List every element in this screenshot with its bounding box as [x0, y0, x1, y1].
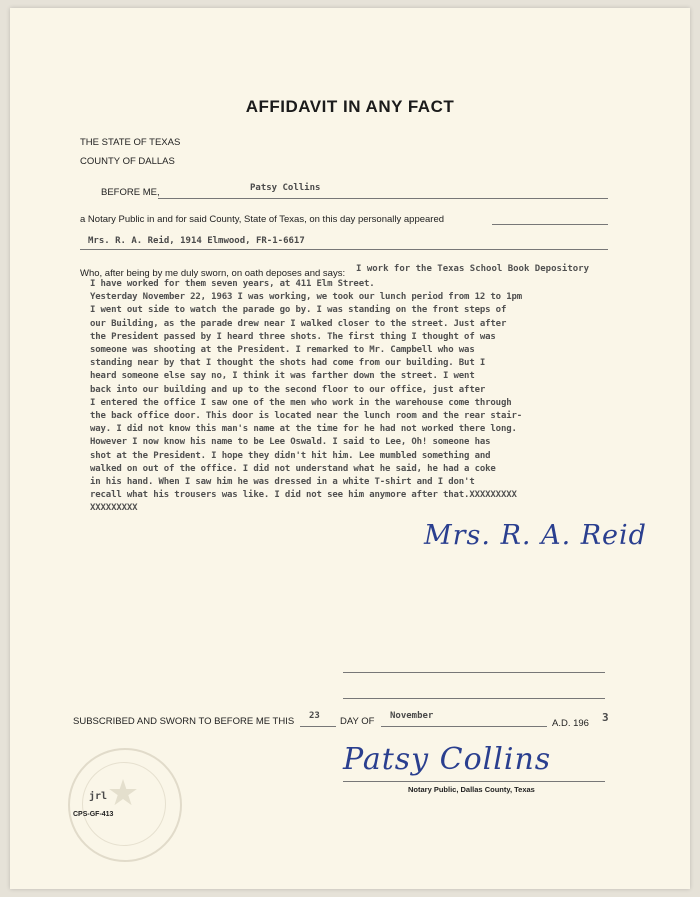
statement-line: standing near by that I thought the shots had come from our building. But I: [90, 358, 486, 369]
statement-line: Yesterday November 22, 1963 I was working, we took our lunch period from 12 to 1pm: [90, 292, 523, 303]
notary-seal: [68, 748, 182, 862]
affiant-typed: Mrs. R. A. Reid, 1914 Elmwood, FR-1-6617: [88, 236, 305, 246]
blank-line-1: [343, 672, 605, 673]
form-code: CPS-GF-413: [73, 811, 114, 818]
oath-clause: Who, after being by me duly sworn, on oath deposes and says:: [80, 268, 346, 279]
blank-line-2: [343, 698, 605, 699]
statement-line: I have worked for them seven years, at 411 Elm Street.: [90, 279, 375, 289]
notary-clause-line: [492, 224, 608, 225]
statement-line: back into our building and up to the second floor to our office, just after: [90, 384, 486, 395]
day-line: [300, 726, 336, 727]
statement-line: our Building, as the parade drew near I walked closer to the street. Just after: [90, 318, 507, 329]
day-of-label: DAY OF: [340, 716, 375, 727]
statement-line: shot at the President. I hope they didn't hit him. Lee mumbled something and: [90, 450, 491, 461]
statement-line: XXXXXXXXX: [90, 503, 138, 514]
before-me-label: BEFORE ME,: [101, 187, 160, 198]
statement-line: the back office door. This door is located near the lunch room and the rear stair-: [90, 411, 523, 421]
affiant-signature: Mrs. R. A. Reid: [424, 520, 647, 551]
notary-signature-line: [343, 781, 605, 782]
statement-line: recall what his trousers was like. I did not see him anymore after that.XXXXXXXXX: [90, 490, 517, 501]
statement-line: I entered the office I saw one of the men who work in the warehouse come through: [90, 397, 512, 408]
initials: jrl: [89, 791, 108, 802]
document-title: AFFIDAVIT IN ANY FACT: [245, 97, 455, 116]
month-line: [381, 726, 547, 727]
statement-line: the President passed by I heard three shots. The first thing I thought of was: [90, 331, 496, 342]
statement-line: heard someone else say no, I think it was farther down the street. I went: [90, 371, 475, 382]
state-label: THE STATE OF TEXAS: [80, 137, 181, 148]
day-value: 23: [309, 711, 320, 721]
notary-signature: Patsy Collins: [343, 742, 552, 777]
statement-line: walked on out of the office. I did not understand what he said, he had a coke: [90, 463, 496, 474]
statement-line: However I now know his name to be Lee Oswald. I said to Lee, Oh! someone has: [90, 437, 491, 448]
affiant-line: [80, 249, 608, 250]
county-label: COUNTY OF DALLAS: [80, 156, 175, 167]
month-value: November: [390, 711, 434, 721]
notary-title: Notary Public, Dallas County, Texas: [408, 785, 535, 794]
year-digit: 3: [602, 711, 609, 724]
statement-line: someone was shooting at the President. I remarked to Mr. Campbell who was: [90, 345, 475, 355]
notary-name-typed: Patsy Collins: [250, 183, 321, 193]
subscribed-label: SUBSCRIBED AND SWORN TO BEFORE ME THIS: [73, 716, 295, 727]
statement-line: I went out side to watch the parade go by. I was standing on the front steps of: [90, 305, 507, 316]
notary-name-line: [158, 198, 608, 199]
notary-clause: a Notary Public in and for said County, State of Texas, on this day personally appeared: [80, 214, 445, 225]
statement-first-line: I work for the Texas School Book Depository: [356, 264, 589, 274]
statement-line: in his hand. When I saw him he was dressed in a white T-shirt and I don't: [90, 477, 475, 487]
ad-label: A.D. 196: [552, 718, 589, 729]
seal-star-icon: ★: [106, 772, 140, 813]
statement-line: way. I did not know this man's name at the time for he had not worked there long.: [90, 424, 517, 435]
